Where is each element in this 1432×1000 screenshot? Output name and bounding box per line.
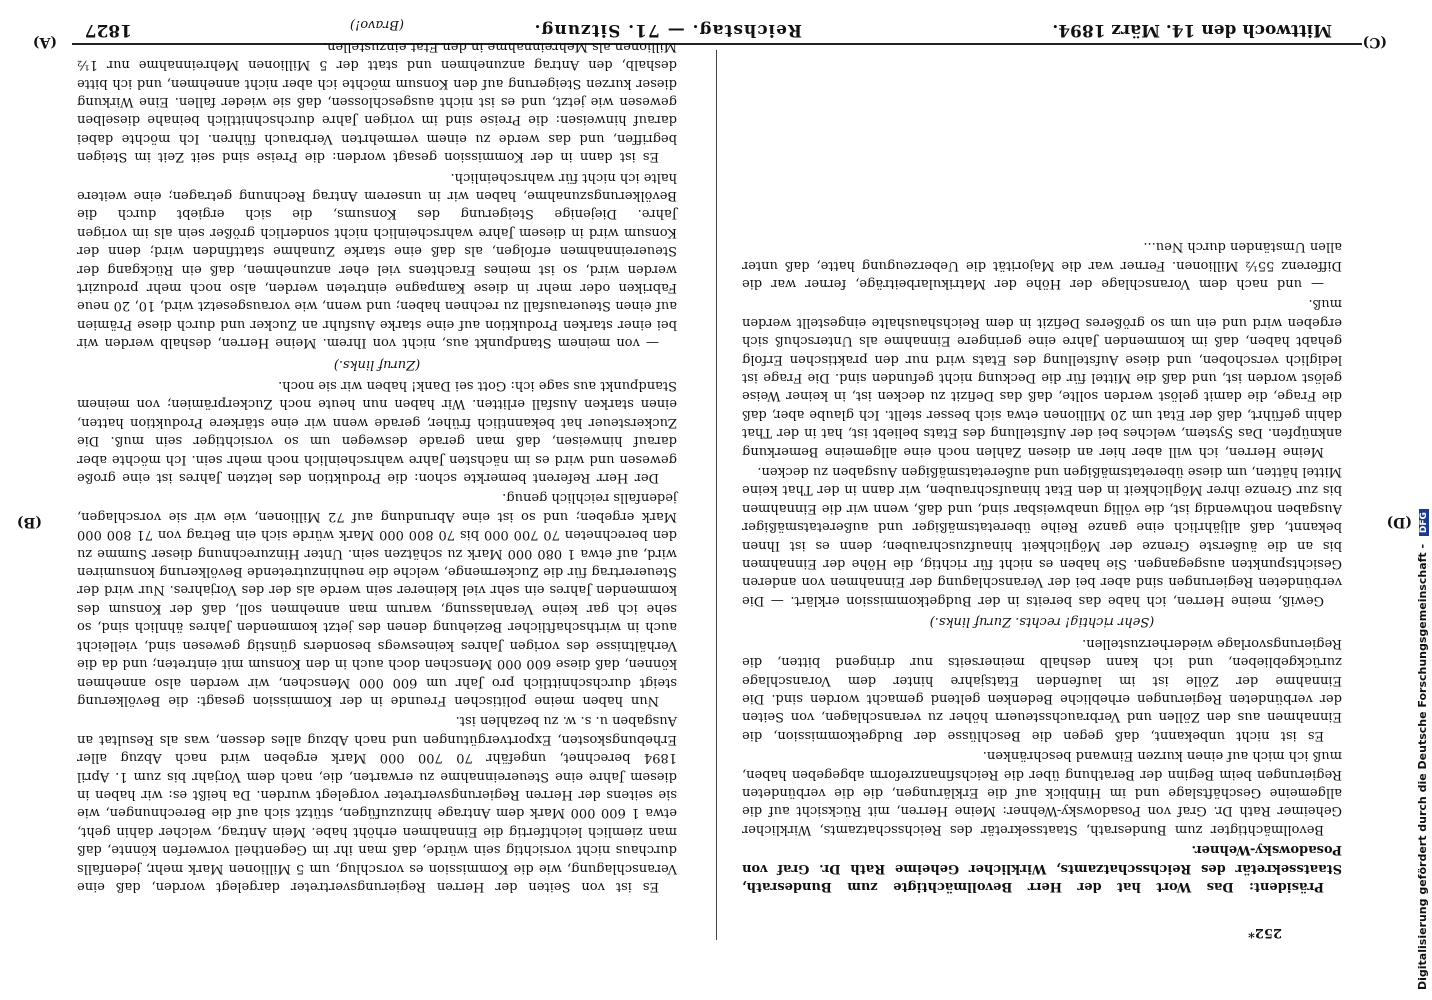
paragraph: Nun haben meine politischen Freunde in der Kommission gesagt: die Bevölkerung steigt durchschnittlich pro Jahr um 600 000 Menschen, wir werden also annehmen können, daß diese 600 000 Menschen doch auch in den Konsum mit eintreten; und da die Verhältnisse des vorigen Jahres keineswegs besonders günstig gewesen sind, vielleicht auch in wirthschaftlicher Beziehung denen des jetzt kommenden Jahres ähnlich sind, so sehe ich gar keine Veranlassung, warum man annehmen soll, daß der Konsum des kommenden Jahres ein sehr viel kleinerer sein werde als der des Vorjahres. Nur wird der Steuerertrag für die Zuckermenge, welche die neuhinzutretende Bevölkerung konsumiren wird, auf etwa 1 080 000 Mark zu schätzen sein. Unter Hinzurechnung dieser Summe zu den berechneten 70 700 000 bis 70 800 000 Mark würde sich ein Betrag von 71 800 000 Mark ergeben; und so ist eine Abrundung auf 72 Millionen, wie wir sie vorschlagen, jedenfalls reichlich genug. <box>77 490 677 708</box>
signature-mark: 252* <box>1248 925 1282 940</box>
paragraph: Meine Herren, ich will aber hier an diesen Zahlen noch eine allgemeine Bemerkung anknüpfen. Das System, welches bei der Aufstellung des Etats beliebt ist, hat in der That dahin geführt, daß der Etat um 20 Millionen etwa sich besser stellt. Ich glaube aber, daß die Frage, die damit gelöst werden sollte, daß das Defizit zu decken ist, in keiner Weise gelöst worden ist, und daß die Mittel für die Deckung nicht gefunden sind. Die Frage ist lediglich verschoben, und diese Aufstellung des Etats wird nur den praktischen Erfolg gehabt haben, daß im kommenden Jahre eine geringere Einnahme als Unterschuß sich ergeben wird und ein um so größeres Defizit in dem Reichshaushalte eingestellt werden muß. <box>742 296 1342 459</box>
header-title: Reichstag. — 71. Sitzung. <box>533 20 802 40</box>
column-divider <box>716 50 717 940</box>
margin-mark-d: (D) <box>1386 514 1412 530</box>
margin-mark-a: (A) <box>32 34 57 50</box>
margin-mark-b: (B) <box>16 514 42 530</box>
digitization-credit <box>1416 0 1432 1000</box>
paragraph: — von meinem Standpunkt aus, nicht von Ihrem. Meine Herren, deshalb werden wir bei einer starken Produktion auf eine starke Ausfuhr an Zucker und durch diese Prämien auf einen Steuerausfall zu rechnen haben; und wenn, wie vorausgesetzt wird, 10, 20 neue Fabriken oder mehr in diese Kampagne eintreten werden, also noch mehr produzirt werden wird, so ist meines Erachtens viel eher anzunehmen, daß ein Rückgang der Steuereinnahmen erfolgen, als daß eine starke Zunahme stattfinden wird; denn der Konsum wird in diesem Jahre wahrscheinlich nicht sonderlich größer sein als im vorigen Jahre. Diejenige Steigerung des Konsums, die sich ergiebt durch die Bevölkerungszunahme, haben wir in unserem Antrag Rechnung getragen; eine weitere halte ich nicht für wahrscheinlich. <box>77 169 677 351</box>
header-date: Mittwoch den 14. März 1894. <box>1052 20 1332 40</box>
paragraph: Bevollmächtigter zum Bundesrath, Staatssekretär des Reichsschatzamts, Wirklicher Geheimer Rath Dr. Graf von Posadowsky-Wehner: Meine Herren, mit Rücksicht auf die allgemeine Geschäftslage und im Hinblick auf die Erklärungen, die die verbündeten Regierungen beim Beginn der Berathung über die Reichsfinanzreform abgegeben haben, muß ich mich auf einen kurzen Einwand beschränken. <box>742 748 1342 837</box>
page-number: 1827 <box>84 20 132 40</box>
paragraph: Es ist von Seiten der Herren Regierungsvertreter dargelegt worden, daß eine Veranschlagung, wie die Kommission es vorschlug, um 5 Millionen Mark mehr, jedenfalls durchaus nicht vorsichtig sein würde, daß man ihr im Gegentheil vorwerfen könnte, daß man ziemlich leichtfertig die Einnahmen erhöht habe. Mein Antrag, welcher dahin geht, etwa 1 600 000 Mark dem Antrage hinzuzufügen, stützt sich auf die Berechnungen, wie sie seitens der Herren Regierungsvertreter vorgelegt wurden. Da heißt es: wir haben in diesem Jahre eine Steuereinnahme zu erwarten, die, nach dem Vorjahr bis zum 1. April 1894 berechnet, ungefähr 70 700 000 Mark ergeben wird nach Abzug aller Erhebungskosten, Exportvergütungen und nach Abzug alles dessen, was als Resultat an Ausgaben u. s. w. zu bezahlen ist. <box>77 713 677 894</box>
paragraph: Gewiß, meine Herren, ich habe das bereits in der Budgetkommission erklärt. — Die verbündeten Regierungen sind aber bei der Veranschlagung der Einnahmen von anderen Gesichtspunkten ausgegangen. Sie haben es nicht für richtig, die Höhe der Einnahmen bis an die äußerste Grenze der Möglichkeit hinaufzuschrauben; denn es ist Ihnen bekannt, daß alljährlich eine ganze Reihe überetatsmäßiger und außeretatsmäßiger Ausgaben nothwendig ist, die völlig unabweisbar sind, und daß, wenn wir die Einnahmen bis zur Grenze ihrer Möglichkeit in den Etat hinaufschrauben, wir dann in der That keine Mittel hätten, um diese überetatsmäßigen und außeretatsmäßigen Ausgaben zu decken. <box>742 464 1342 608</box>
digitization-sidebar <box>1416 0 1432 1000</box>
stage-direction: (Bravo!) <box>349 17 405 33</box>
speaker-paragraph: Präsident: Das Wort hat der Herr Bevollmächtigte zum Bundesrath, Staatssekretär des Reichsschatzamts, Wirklicher Geheime Rath Dr. Graf von Posadowsky-Wehner. <box>742 842 1342 894</box>
digitization-credit-text: Digitalisierung gefördert durch die Deutsche Forschungsgemeinschaft - <box>1416 543 1429 990</box>
paragraph: Der Herr Referent bemerkte schon: die Produktion des letzten Jahres ist eine große gewesen und wird es im nächsten Jahre wahrscheinlich noch mehr sein. Ich möchte aber darauf hinweisen, daß man gerade deswegen um so vorsichtiger sein muß. Die Zuckersteuer hat bekanntlich früher, gerade wenn wir eine stärkere Produktion hatten, einen starken Ausfall erlitten. Wir haben nun heute noch Zuckerprämien; von meinem Standpunkt aus sage ich: Gott sei Dank! haben wir sie noch. <box>77 378 677 486</box>
paragraph: Es ist nicht unbekannt, daß gegen die Beschlüsse der Budgetkommission, die Einnahmen aus den Zöllen und Verbrauchssteuern höher zu veranschlagen, von Seiten der verbündeten Regierungen erhebliche Bedenken geltend gemacht worden sind. Die Einnahme der Zölle ist im laufenden Etatsjahre hinter dem Voranschlage zurückgeblieben, und ich kann deshalb meinerseits nur dringend bitten, die Regierungsvorlage wiederherzustellen. <box>742 635 1342 743</box>
stage-direction: (Sehr richtig! rechts. Zuruf links.) <box>929 614 1155 630</box>
text-column-right <box>742 55 1342 895</box>
paragraph: — und nach dem Voranschlage der Höhe der Matrikularbeiträge, ferner war die Differenz 55½ Millionen. Ferner war die Majorität die Ueberzeugung hatte, daß unter allen Umständen durch Neu... <box>742 239 1342 291</box>
paragraph: Es ist dann in der Kommission gesagt worden: die Preise sind seit Zeit im Steigen begriffen, und das werde zu einem vermehrten Verbrauch führen. Ich möchte dabei darauf hinweisen: die Preise sind im vorigen Jahre durchschnittlich beinahe dieselben gewesen wie jetzt, und es ist nicht ausgeschlossen, daß sie wieder fallen. Eine Wirkung dieser kurzen Steigerung auf den Konsum möchte ich aber nicht annehmen, und ich bitte deshalb, den Antrag anzunehmen und statt der 5 Millionen Mehreinnahme nur 1½ Millionen als Mehreinnahme in den Etat einzustellen. <box>77 38 677 165</box>
dfg-logo-badge: DFG <box>1419 509 1429 536</box>
margin-mark-c: (C) <box>1362 34 1387 50</box>
stage-direction: (Zuruf links.) <box>333 356 421 372</box>
